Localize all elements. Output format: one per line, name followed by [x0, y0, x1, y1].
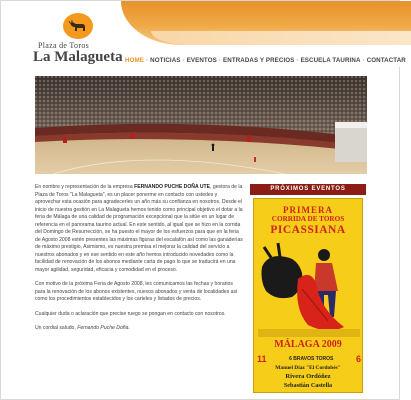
- dates-paragraph: Con motivo de la próxima Feria de Agosto 2008, les comunicamos las fechas y horarios para la renovación de los abonos existentes, nuevos abonados y venta de localidades así como los procedimientos establecidos y los carteles y listados de precios.: [35, 281, 238, 302]
- nav-separator: ·: [182, 56, 185, 64]
- nav-home[interactable]: HOME: [125, 56, 144, 64]
- poster-line2: CORRIDA DE TOROS: [271, 215, 345, 223]
- poster-cartel-1: Manuel Díaz "El Cordobés": [275, 365, 341, 371]
- nav-noticias[interactable]: NOTICIAS: [150, 56, 181, 64]
- poster-cartel-3: Sebastián Castella: [283, 382, 333, 389]
- nav-entradas-precios[interactable]: ENTRADAS Y PRECIOS: [223, 56, 295, 64]
- signature: Fernando Puche Doña.: [77, 325, 130, 331]
- contact-paragraph: Cualquier duda o aclaración que precise ruego se pongan en contacto con nosotros.: [35, 310, 226, 317]
- site-header: [1, 1, 406, 67]
- matador-bull-illustration: [258, 239, 360, 337]
- poster-dates: [257, 354, 361, 364]
- nav-separator: ·: [145, 56, 149, 64]
- poster-day-right: 6: [355, 354, 361, 364]
- signature-paragraph: [35, 325, 243, 333]
- poster-line1: PRIMERA: [283, 205, 333, 215]
- intro-text-body: , gestora de la Plaza de Toros "La Malagueta", es un placer ponerme en contacto con ustedes y aprovechar esta ocasión para agradecerles un año más su confianza en nosotros. Desde el inicio de nuestra gestión en La Malagueta hemos tenido como principal objetivo el dotar a la feria de Málaga de una calidad de programación excepcional que la sitúe en un lugar de referencia en el panorama taurino actual. En este sentido, al igual que se hizo en la corrida del Domingo de Resurrección, se ha puesto el mayor de los esfuerzos para que en la feria de Agosto 2008 estén presentes las máximas figuras del escalafón así como las ganaderías de máximo prestigio, Asimismo, es nuestra premisa el mejorar la calidad del servicio a nuestros abonados y en ese sentido en este año hemos introducido novedades como la facilidad de renovación de los abonos mediante carta de pago lo que se traducirá en una mayor agilidad, seguridad, eficacia y comodidad en el proceso.: [35, 184, 243, 273]
- nav-separator: ·: [296, 56, 299, 64]
- bull-icon: [69, 20, 87, 32]
- nav-separator: ·: [362, 56, 365, 64]
- poster-city: MÁLAGA 2009: [274, 339, 342, 350]
- greeting-text: Un cordial saludo,: [35, 325, 78, 331]
- poster-cartel-2: Rivera Ordóñez: [285, 373, 331, 380]
- logo-subtitle: Plaza de Toros: [38, 41, 90, 50]
- event-poster[interactable]: [253, 198, 363, 393]
- nav-eventos[interactable]: EVENTOS: [186, 56, 217, 64]
- upcoming-events-sidebar: [250, 184, 366, 393]
- bullring-photo-image: [35, 76, 367, 174]
- sidebar-title: PRÓXIMOS EVENTOS: [250, 184, 366, 195]
- company-name: FERNANDO PUCHE DOÑA UTE: [134, 184, 211, 190]
- intro-paragraph: [35, 184, 243, 274]
- poster-bulls: 6 BRAVOS TOROS: [289, 356, 334, 362]
- hero-bullring-photo: [35, 76, 367, 174]
- poster-line3: PICASSIANA: [270, 224, 346, 236]
- intro-letter: [35, 184, 243, 340]
- logo-title: La Malagueta: [33, 49, 123, 65]
- main-nav: [125, 54, 406, 66]
- nav-separator: ·: [218, 56, 222, 64]
- intro-text-start: En nombre y representación de la empresa: [35, 184, 135, 190]
- header-swoosh-accent: [151, 31, 411, 45]
- site-logo[interactable]: [33, 9, 133, 65]
- poster-day-left: 11: [257, 354, 267, 364]
- nav-contactar[interactable]: CONTACTAR: [366, 56, 406, 64]
- nav-escuela-taurina[interactable]: ESCUELA TAURINA: [300, 56, 361, 64]
